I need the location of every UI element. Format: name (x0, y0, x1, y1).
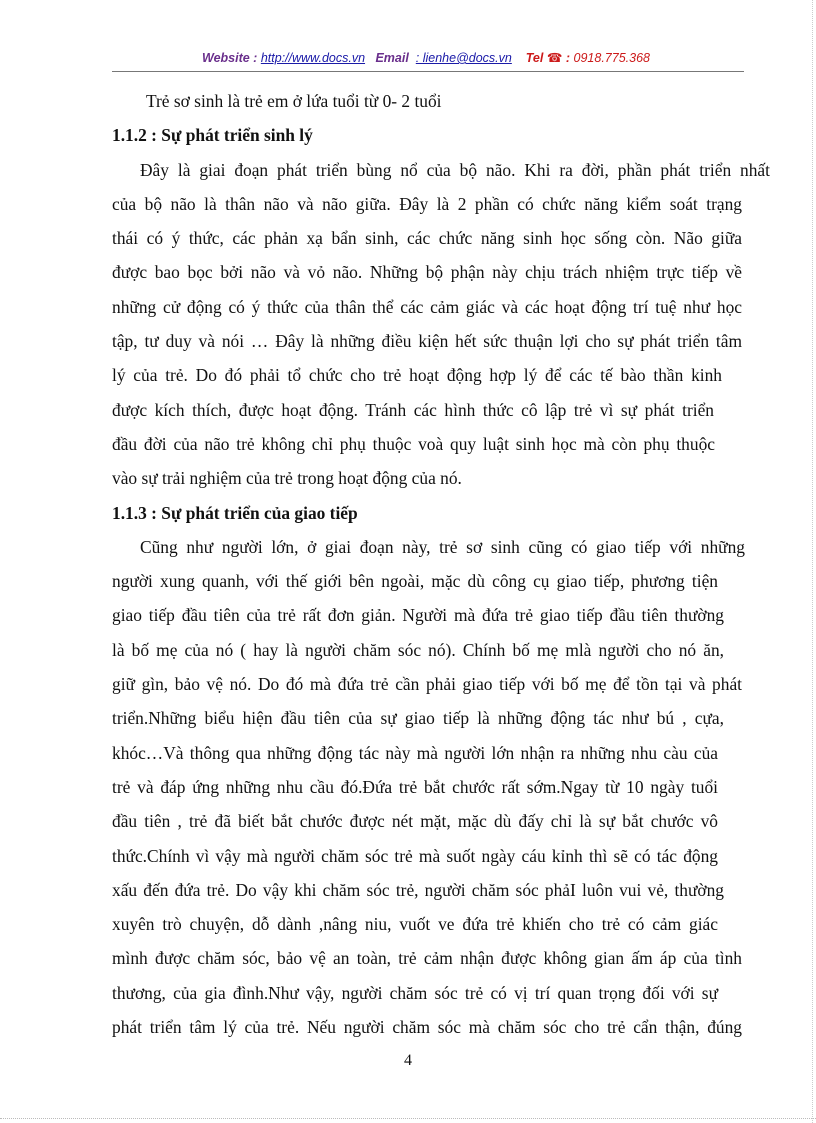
body-text-line: thương, của gia đình.Như vậy, người chăm sóc trẻ có vị trí quan trọng đối với sự (112, 982, 718, 1003)
body-text-line: phát triển tâm lý của trẻ. Nếu người chăm sóc mà chăm sóc cho trẻ cẩn thận, đúng (112, 1017, 742, 1038)
section-heading: 1.1.2 : Sự phát triển sinh lý (112, 125, 313, 146)
body-text-line: triển.Những biểu hiện đầu tiên của sự giao tiếp là những động tác như bú , cựa, (112, 708, 724, 729)
email-label: Email (375, 51, 409, 65)
page-right-edge (812, 0, 813, 1123)
body-text-line: được bao bọc bởi não và vỏ não. Những bộ phận này chịu trách nhiệm trực tiếp về (112, 262, 742, 283)
body-text-line: thái có ý thức, các phản xạ bẩn sinh, các chức năng sinh học sống còn. Não giữa (112, 228, 742, 249)
body-text-line: đầu tiên , trẻ đã biết bắt chước được nét mặt, mặc dù đấy chỉ là sự bắt chước vô (112, 811, 718, 832)
body-text-line: mình được chăm sóc, bảo vệ an toàn, trẻ cảm nhận được không gian ấm áp của tình (112, 948, 742, 969)
page-number: 4 (404, 1052, 412, 1069)
body-text-line: giữ gìn, bảo vệ nó. Do đó mà đứa trẻ cần phải giao tiếp với bố mẹ để tồn tại và phát (112, 674, 742, 695)
body-text-line: là bố mẹ của nó ( hay là người chăm sóc nó). Chính bố mẹ mlà người cho nó ăn, (112, 639, 724, 660)
body-text-line: lý của trẻ. Do đó phải tổ chức cho trẻ hoạt động hợp lý để các tế bào thần kinh (112, 365, 722, 386)
document-body (112, 84, 770, 1044)
body-text-line: vào sự trải nghiệm của trẻ trong hoạt động của nó. (112, 468, 462, 489)
section-heading: 1.1.3 : Sự phát triển của giao tiếp (112, 502, 358, 523)
website-link[interactable]: http://www.docs.vn (260, 51, 366, 65)
body-text-line: thức.Chính vì vậy mà người chăm sóc trẻ mà suốt ngày cáu kỉnh thì sẽ có tác động (112, 845, 718, 866)
tel-value: 0918.775.368 (573, 51, 650, 65)
email-link[interactable]: : lienhe@docs.vn (415, 51, 512, 65)
body-text-line: Đây là giai đoạn phát triển bùng nổ của bộ não. Khi ra đời, phần phát triển nhất (140, 159, 770, 180)
page-header (112, 50, 740, 65)
header-rule (112, 71, 744, 72)
body-text-line: khóc…Và thông qua những động tác này mà người lớn nhận ra những nhu càu của (112, 742, 718, 763)
body-text-line: của bộ não là thân não và não giữa. Đây là 2 phần có chức năng kiểm soát trạng (112, 193, 742, 214)
body-text-line: xấu đến đứa trẻ. Do vậy khi chăm sóc trẻ, người chăm sóc phảI luôn vui vẻ, thường (112, 879, 724, 900)
body-text-line: người xung quanh, với thế giới bên ngoài, mặc dù công cụ giao tiếp, phương tiện (112, 571, 718, 592)
tel-label: Tel ☎ : (525, 51, 571, 65)
body-text-line: được kích thích, được hoạt động. Tránh các hình thức cô lập trẻ vì sự phát triển (112, 399, 714, 420)
body-text-line: tập, tư duy và nói … Đây là những điều kiện hết sức thuận lợi cho sự phát triển tâm (112, 331, 742, 352)
website-label: Website : (202, 51, 258, 65)
body-text-line: đầu đời của não trẻ không chỉ phụ thuộc voà quy luật sinh học mà còn phụ thuộc (112, 433, 715, 454)
body-text-line: Cũng như người lớn, ở giai đoạn này, trẻ sơ sinh cũng có giao tiếp với những (140, 536, 745, 557)
body-text-line: giao tiếp đầu tiên của trẻ rất đơn giản. Người mà đứa trẻ giao tiếp đầu tiên thường (112, 605, 724, 626)
body-text-line: trẻ và đáp ứng những nhu cầu đó.Đứa trẻ bắt chước rất sớm.Ngay từ 10 ngày tuổi (112, 776, 718, 797)
page-bottom-edge (0, 1118, 816, 1119)
body-text-line: xuyên trò chuyện, dỗ dành ,nâng niu, vuốt ve đứa trẻ khiến cho trẻ có cảm giác (112, 914, 718, 935)
body-text-line: Trẻ sơ sinh là trẻ em ở lứa tuổi từ 0- 2 tuổi (146, 91, 442, 111)
body-text-line: những cử động có ý thức của thân thể các cảm giác và các hoạt động trí tuệ như học (112, 296, 742, 317)
